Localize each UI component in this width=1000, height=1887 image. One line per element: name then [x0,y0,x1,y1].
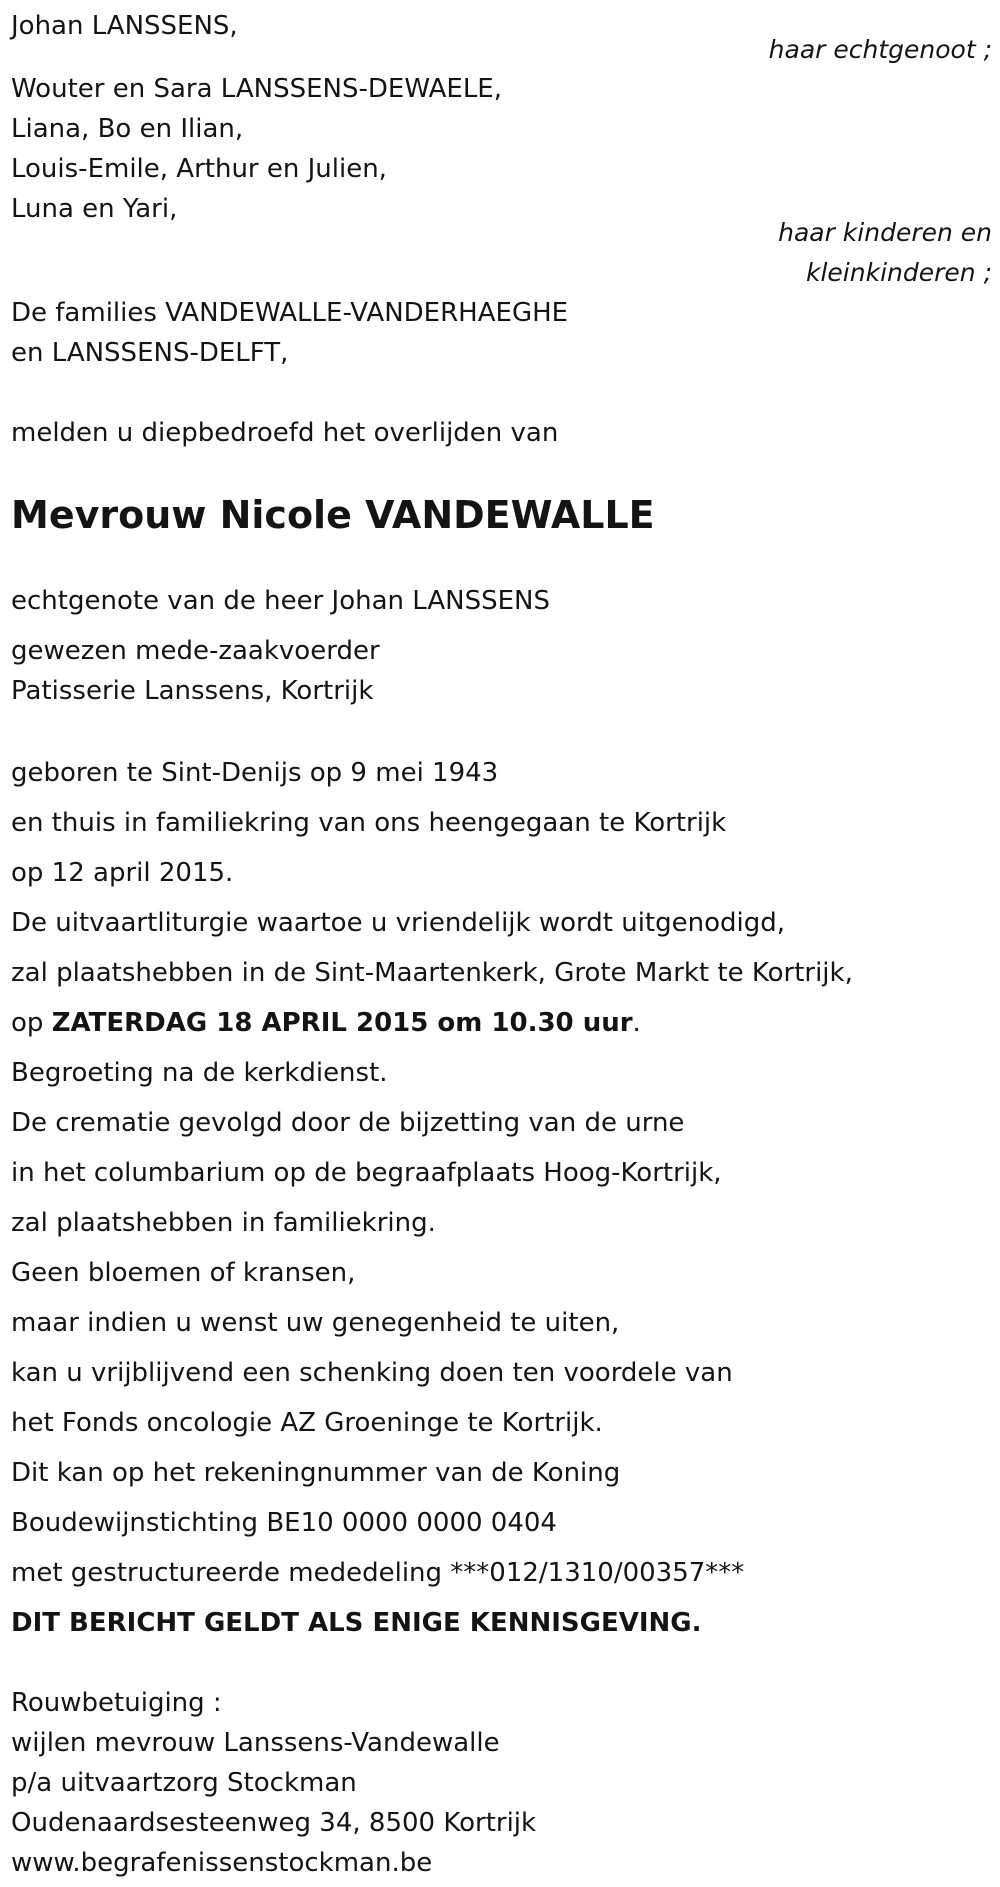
husband-name: Johan LANSSENS, [11,11,238,41]
condolence-heading: Rouwbetuiging : [11,1688,222,1718]
condolence-line: Oudenaardsesteenweg 34, 8500 Kortrijk [11,1808,537,1838]
deceased-name: Mevrouw Nicole VANDEWALLE [11,493,655,537]
families-line: De families VANDEWALLE-VANDERHAEGHE [11,298,569,328]
condolence-line: wijlen mevrouw Lanssens-Vandewalle [11,1728,500,1758]
deceased-detail: Patisserie Lanssens, Kortrijk [11,676,374,706]
body-line: kan u vrijblijvend een schenking doen ten voordele van [11,1358,733,1388]
body-line: het Fonds oncologie AZ Groeninge te Kortrijk. [11,1408,603,1438]
child-line: Liana, Bo en Ilian, [11,114,244,144]
body-line: Dit kan op het rekeningnummer van de Koning [11,1458,621,1488]
date-prefix: op [11,1008,52,1038]
husband-role: haar echtgenoot ; [768,35,992,64]
website-line [11,1846,432,1880]
body-line: maar indien u wenst uw genegenheid te uiten, [11,1308,620,1338]
date-suffix: . [632,1008,641,1038]
body-line: geboren te Sint-Denijs op 9 mei 1943 [11,758,499,788]
body-line: Geen bloemen of kransen, [11,1258,356,1288]
body-line: De uitvaartliturgie waartoe u vriendelijk wordt uitgenodigd, [11,908,785,938]
body-line: op 12 april 2015. [11,858,234,888]
deceased-detail: echtgenote van de heer Johan LANSSENS [11,586,550,616]
body-line: en thuis in familiekring van ons heengegaan te Kortrijk [11,808,727,838]
body-line: zal plaatshebben in de Sint-Maartenkerk, Grote Markt te Kortrijk, [11,958,853,988]
families-line: en LANSSENS-DELFT, [11,338,289,368]
ceremony-date-line [11,1006,641,1040]
deceased-detail: gewezen mede-zaakvoerder [11,636,380,666]
condolence-line: p/a uitvaartzorg Stockman [11,1768,357,1798]
grandchildren-role: kleinkinderen ; [806,258,992,287]
body-line: in het columbarium op de begraafplaats Hoog-Kortrijk, [11,1158,722,1188]
notice: DIT BERICHT GELDT ALS ENIGE KENNISGEVING. [11,1608,702,1638]
child-line: Louis-Emile, Arthur en Julien, [11,154,387,184]
child-line: Wouter en Sara LANSSENS-DEWAELE, [11,74,502,104]
body-line: zal plaatshebben in familiekring. [11,1208,436,1238]
children-role: haar kinderen en [778,218,992,247]
body-line: De crematie gevolgd door de bijzetting van de urne [11,1108,685,1138]
body-line: Boudewijnstichting BE10 0000 0000 0404 [11,1508,557,1538]
announcement: melden u diepbedroefd het overlijden van [11,418,559,448]
ceremony-date: ZATERDAG 18 APRIL 2015 om 10.30 uur [51,1008,633,1038]
website-link[interactable]: www.begrafenissenstockman.be [11,1848,433,1878]
body-line: met gestructureerde mededeling ***012/1310/00357*** [11,1558,745,1588]
body-line: Begroeting na de kerkdienst. [11,1058,388,1088]
child-line: Luna en Yari, [11,194,178,224]
